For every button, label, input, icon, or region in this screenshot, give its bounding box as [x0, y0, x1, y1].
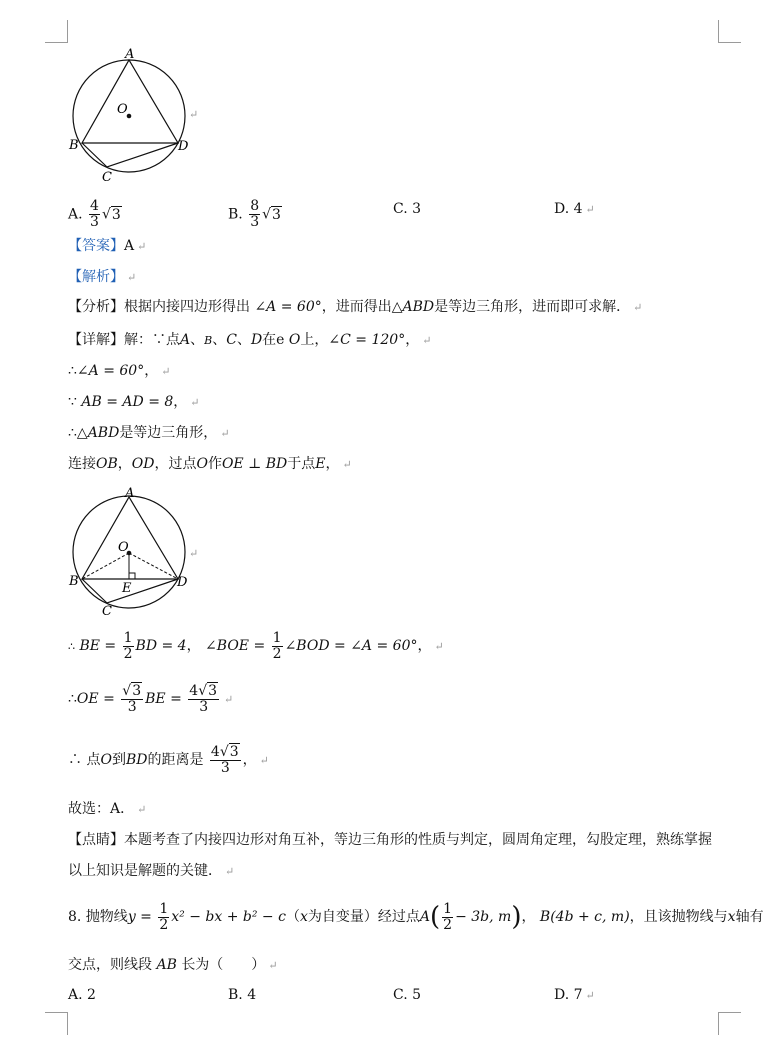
- corner-mark-top-left: [45, 20, 68, 43]
- question-8-line-2: 交点，则线段 AB 长为（ ） ↵: [68, 957, 278, 973]
- corner-mark-bottom-left: [45, 1012, 68, 1035]
- label-A: A: [125, 47, 135, 62]
- xiangjie-line: 【详解】解：∵点A、B、C、D在e O上，∠C = 120°， ↵: [68, 332, 432, 348]
- label-D: D: [178, 139, 189, 154]
- q8-option-c: C. 5: [393, 987, 422, 1003]
- fenxi-line: 【分析】根据内接四边形得出 ∠A = 60°，进而得出△ABD是等边三角形，进而即可求解． ↵: [68, 299, 643, 315]
- answer-line: 【答案】A ↵: [68, 238, 147, 254]
- option-c: C. 3: [393, 201, 422, 217]
- label-E: E: [122, 581, 132, 596]
- label-D: D: [177, 575, 188, 590]
- step-equilateral: ∴△ABD是等边三角形， ↵: [68, 425, 230, 441]
- step-oe: ∴OE = $\frac{√3}{3}$ BE = $\frac{4√3}{3}$ ↵: [68, 682, 234, 715]
- svg-text:↵: ↵: [189, 108, 199, 121]
- step-connect: 连接OB，OD，过点O作OE ⊥ BD于点E， ↵: [68, 456, 352, 472]
- step-ab-ad: ∵ AB = AD = 8， ↵: [68, 394, 200, 410]
- label-C: C: [102, 170, 112, 185]
- dianjing-line-1: 【点睛】本题考查了内接四边形对角互补，等边三角形的性质与判定，圆周角定理，勾股定理，熟练掌握: [68, 832, 712, 848]
- label-C: C: [102, 604, 112, 619]
- label-O: O: [117, 102, 128, 117]
- dianjing-line-2: 以上知识是解题的关键． ↵: [68, 863, 235, 879]
- analysis-heading: 【解析】 ↵: [68, 269, 137, 285]
- choose-line: 故选：A． ↵: [68, 801, 147, 817]
- q8-option-a: A. 2: [68, 987, 96, 1003]
- label-O: O: [118, 540, 129, 555]
- step-distance: ∴ 点O到BD的距离是 $\frac{4√3}{3}$ ， ↵: [68, 743, 269, 776]
- option-d: D. 4 ↵: [554, 201, 595, 217]
- corner-mark-top-right: [718, 20, 741, 43]
- svg-text:↵: ↵: [189, 547, 199, 560]
- label-A: A: [125, 486, 135, 501]
- step-angle-a: ∴∠A = 60°， ↵: [68, 363, 171, 379]
- label-B: B: [69, 574, 79, 589]
- question-8-line-1: 8. 抛物线y = $\frac{1}{2}$ x² − bx + b² − c（x为自变量）经过点A( $\frac{1}{2}$ − 3b, m)， B(4b + c, m)，且该抛物线与x轴有: [68, 900, 764, 933]
- figure-circle-triangle-1: [60, 45, 210, 185]
- q8-option-d: D. 7 ↵: [554, 987, 595, 1003]
- step-be-boe: ∴ BE = $\frac{1}{2}$ BD = 4， ∠BOE = $\frac{1}{2}$ ∠BOD = ∠A = 60°， ↵: [68, 629, 444, 662]
- corner-mark-bottom-right: [718, 1012, 741, 1035]
- label-B: B: [69, 138, 79, 153]
- q8-option-b: B. 4: [228, 987, 257, 1003]
- option-b: B. $\frac{8}{3}$ √3: [228, 198, 281, 230]
- figure-circle-triangle-2: [60, 485, 210, 620]
- option-a: A. $\frac{4}{3}$ √3: [68, 198, 121, 230]
